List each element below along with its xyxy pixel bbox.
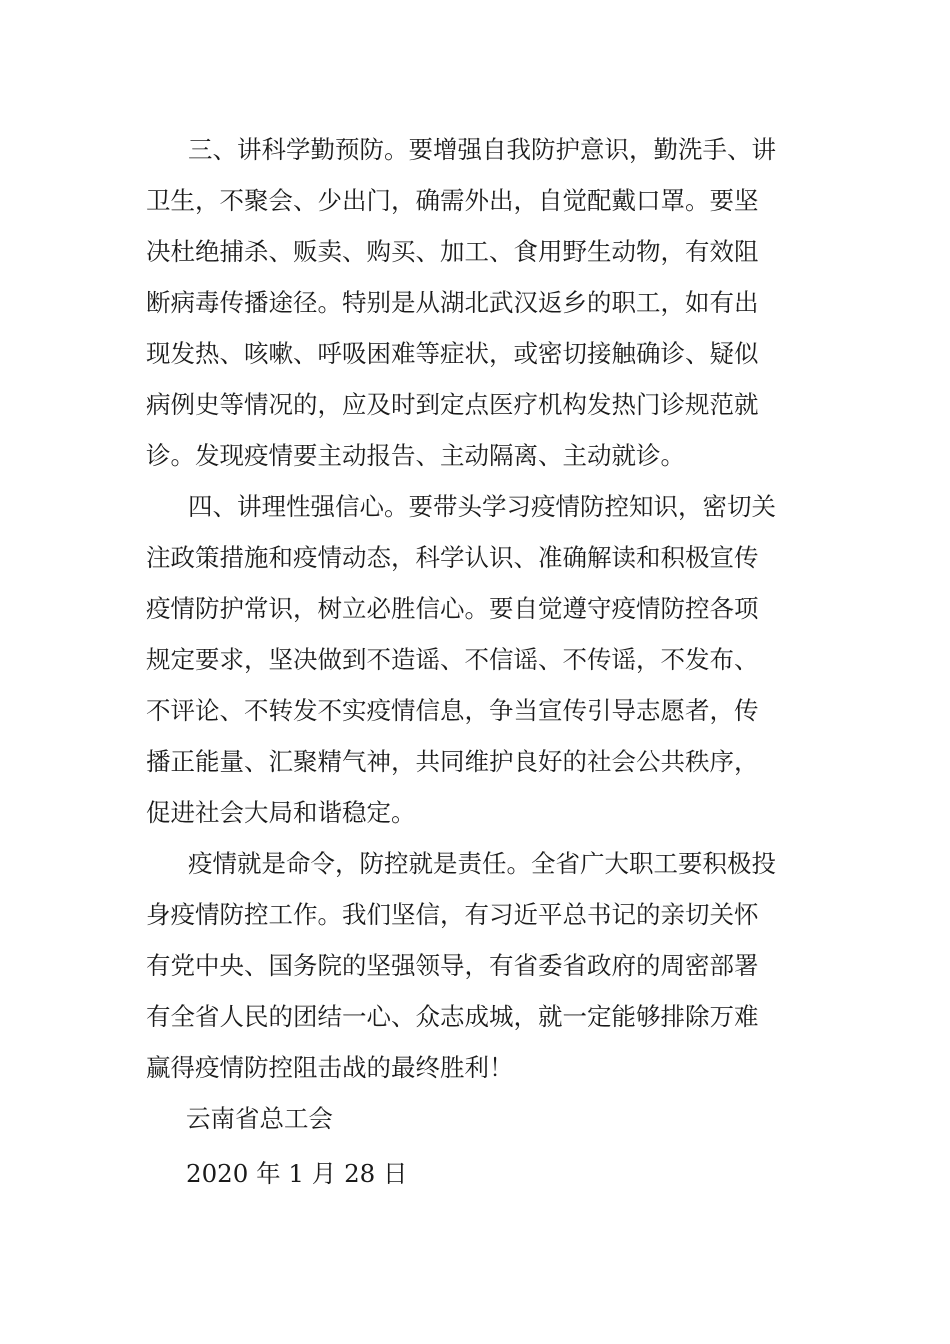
text-line: 四、讲理性强信心。要带头学习疫情防控知识，密切关 xyxy=(188,492,776,521)
text-line: 不评论、不转发不实疫情信息，争当宣传引导志愿者，传 xyxy=(146,696,759,725)
paragraph-conclusion xyxy=(146,838,808,1093)
text-line: 决杜绝捕杀、贩卖、购买、加工、食用野生动物，有效阻 xyxy=(146,237,759,266)
paragraph-confidence xyxy=(146,481,808,838)
text-line: 播正能量、汇聚精气神，共同维护良好的社会公共秩序， xyxy=(146,747,759,776)
text-line: 有党中央、国务院的坚强领导，有省委省政府的周密部署 xyxy=(146,951,759,980)
text-line: 卫生，不聚会、少出门，确需外出，自觉配戴口罩。要坚 xyxy=(146,186,759,215)
text-line: 疫情就是命令，防控就是责任。全省广大职工要积极投 xyxy=(188,849,776,878)
text-line: 注政策措施和疫情动态，科学认识、准确解读和积极宣传 xyxy=(146,543,759,572)
text-line: 三、讲科学勤预防。要增强自我防护意识，勤洗手、讲 xyxy=(188,135,776,164)
text-line: 身疫情防控工作。我们坚信，有习近平总书记的亲切关怀 xyxy=(146,900,759,929)
signoff-organization: 云南省总工会 xyxy=(186,1104,333,1133)
text-line: 现发热、咳嗽、呼吸困难等症状，或密切接触确诊、疑似 xyxy=(146,339,759,368)
text-line: 断病毒传播途径。特别是从湖北武汉返乡的职工，如有出 xyxy=(146,288,759,317)
text-line: 规定要求，坚决做到不造谣、不信谣、不传谣，不发布、 xyxy=(146,645,759,674)
text-line: 促进社会大局和谐稳定。 xyxy=(146,798,416,827)
signoff-date: 2020 年 1 月 28 日 xyxy=(186,1159,408,1188)
text-line: 诊。发现疫情要主动报告、主动隔离、主动就诊。 xyxy=(146,441,685,470)
document-body xyxy=(146,124,808,1199)
text-line: 疫情防护常识，树立必胜信心。要自觉遵守疫情防控各项 xyxy=(146,594,759,623)
text-line: 病例史等情况的，应及时到定点医疗机构发热门诊规范就 xyxy=(146,390,759,419)
text-line: 有全省人民的团结一心、众志成城，就一定能够排除万难 xyxy=(146,1002,759,1031)
text-line: 赢得疫情防控阻击战的最终胜利！ xyxy=(146,1053,514,1082)
paragraph-prevention xyxy=(146,124,808,481)
